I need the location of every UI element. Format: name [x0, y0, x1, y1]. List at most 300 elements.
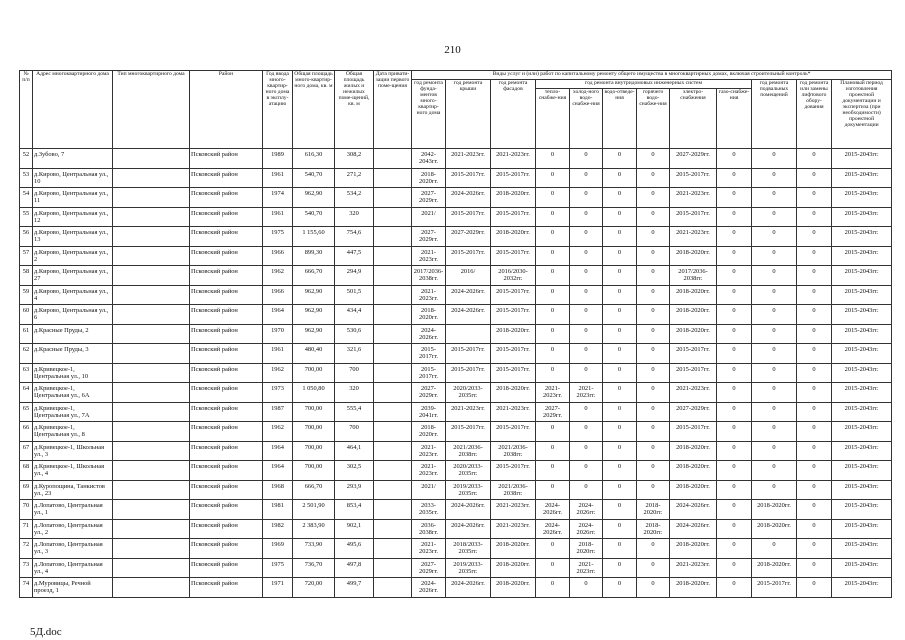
- cell-house-type: [113, 305, 190, 325]
- cell-facade-year: 2015-2017гг.: [491, 422, 536, 442]
- cell-row-number: 73: [20, 558, 33, 578]
- cell-basement-year: 0: [752, 188, 797, 208]
- cell-privatization-date: [374, 519, 412, 539]
- cell-electric-supply: 2015-2017гг.: [670, 422, 717, 442]
- cell-district: Псковский район: [190, 441, 263, 461]
- cell-hot-water: 0: [637, 383, 670, 403]
- header-elevator: год ремонта или замены лифтового обору-дования: [797, 80, 832, 149]
- cell-planned-period: 2015-2043гг.: [832, 539, 892, 559]
- cell-planned-period: 2015-2043гг.: [832, 305, 892, 325]
- cell-year-built: 1973: [263, 383, 293, 403]
- cell-privatization-date: [374, 227, 412, 247]
- cell-cold-water: 2021-2023гг.: [570, 383, 603, 403]
- cell-living-area: 700: [335, 363, 374, 383]
- cell-district: Псковский район: [190, 188, 263, 208]
- cell-electric-supply: 2015-2017гг.: [670, 363, 717, 383]
- cell-address: д.Кирово, Центральная ул., 12: [33, 207, 113, 227]
- cell-year-built: 1962: [263, 266, 293, 286]
- cell-facade-year: 2015-2017гг.: [491, 305, 536, 325]
- cell-drainage: 0: [603, 422, 637, 442]
- cell-facade-year: 2015-2017гг.: [491, 207, 536, 227]
- cell-house-type: [113, 207, 190, 227]
- cell-facade-year: 2016/2030-2032гг.: [491, 266, 536, 286]
- table-row: [20, 227, 892, 247]
- cell-living-area: 902,1: [335, 519, 374, 539]
- cell-total-area: 962,90: [293, 188, 335, 208]
- cell-elevator-year: 0: [797, 207, 832, 227]
- cell-house-type: [113, 383, 190, 403]
- cell-basement-year: 0: [752, 402, 797, 422]
- cell-electric-supply: 2021-2023гг.: [670, 558, 717, 578]
- cell-electric-supply: 2018-2020гг.: [670, 461, 717, 481]
- cell-hot-water: 0: [637, 558, 670, 578]
- table-row: [20, 461, 892, 481]
- cell-drainage: 0: [603, 500, 637, 520]
- cell-house-type: [113, 168, 190, 188]
- cell-house-type: [113, 149, 190, 169]
- cell-living-area: 308,2: [335, 149, 374, 169]
- cell-row-number: 62: [20, 344, 33, 364]
- cell-electric-supply: 2021-2023гг.: [670, 227, 717, 247]
- cell-row-number: 58: [20, 266, 33, 286]
- cell-heat-supply: 2024-2026гг.: [536, 519, 570, 539]
- cell-electric-supply: 2018-2020гг.: [670, 539, 717, 559]
- cell-district: Псковский район: [190, 519, 263, 539]
- cell-address: д.Кирово, Центральная ул., 10: [33, 168, 113, 188]
- cell-roof-year: 2015-2017гг.: [446, 168, 491, 188]
- cell-cold-water: 0: [570, 324, 603, 344]
- cell-elevator-year: 0: [797, 324, 832, 344]
- cell-total-area: 2 501,90: [293, 500, 335, 520]
- cell-cold-water: 2024-2026гг.: [570, 500, 603, 520]
- cell-house-type: [113, 500, 190, 520]
- cell-house-type: [113, 246, 190, 266]
- cell-drainage: 0: [603, 227, 637, 247]
- cell-year-built: 1964: [263, 441, 293, 461]
- cell-living-area: 302,5: [335, 461, 374, 481]
- cell-row-number: 71: [20, 519, 33, 539]
- cell-heat-supply: 0: [536, 285, 570, 305]
- cell-total-area: 1 050,80: [293, 383, 335, 403]
- cell-privatization-date: [374, 500, 412, 520]
- cell-cold-water: 0: [570, 207, 603, 227]
- cell-facade-year: 2018-2020гг.: [491, 188, 536, 208]
- cell-row-number: 72: [20, 539, 33, 559]
- cell-roof-year: 2024-2026гг.: [446, 305, 491, 325]
- cell-gas-supply: 0: [717, 480, 752, 500]
- cell-drainage: 0: [603, 519, 637, 539]
- cell-foundation-year: 2015-2017гг.: [412, 344, 446, 364]
- cell-drainage: 0: [603, 324, 637, 344]
- cell-year-built: 1964: [263, 461, 293, 481]
- cell-foundation-year: 2021-2023гг.: [412, 285, 446, 305]
- header-drainage: водо-отведе-ния: [603, 89, 637, 149]
- cell-house-type: [113, 480, 190, 500]
- cell-total-area: 736,70: [293, 558, 335, 578]
- cell-heat-supply: 0: [536, 558, 570, 578]
- cell-hot-water: 0: [637, 324, 670, 344]
- cell-gas-supply: 0: [717, 558, 752, 578]
- table-row: [20, 168, 892, 188]
- cell-year-built: 1970: [263, 324, 293, 344]
- cell-elevator-year: 0: [797, 227, 832, 247]
- cell-district: Псковский район: [190, 305, 263, 325]
- cell-district: Псковский район: [190, 363, 263, 383]
- header-planned: Плановый период изготовления проектной документации и экспертиза (при необходимости) проектной документации: [832, 80, 892, 149]
- cell-foundation-year: 2018-2020гг.: [412, 168, 446, 188]
- cell-address: д.Зубово, 7: [33, 149, 113, 169]
- cell-heat-supply: 0: [536, 149, 570, 169]
- cell-district: Псковский район: [190, 285, 263, 305]
- table-row: [20, 363, 892, 383]
- cell-living-area: 754,6: [335, 227, 374, 247]
- cell-heat-supply: 2027-2029гг.: [536, 402, 570, 422]
- cell-district: Псковский район: [190, 227, 263, 247]
- cell-hot-water: 0: [637, 461, 670, 481]
- cell-total-area: 540,70: [293, 168, 335, 188]
- cell-drainage: 0: [603, 207, 637, 227]
- cell-hot-water: 0: [637, 149, 670, 169]
- cell-heat-supply: 2024-2026гг.: [536, 500, 570, 520]
- cell-privatization-date: [374, 578, 412, 598]
- document-filename: 5Д.doc: [30, 626, 62, 638]
- cell-year-built: 1966: [263, 285, 293, 305]
- cell-drainage: 0: [603, 285, 637, 305]
- cell-basement-year: 0: [752, 285, 797, 305]
- cell-row-number: 56: [20, 227, 33, 247]
- cell-address: д.Красные Пруды, 3: [33, 344, 113, 364]
- cell-roof-year: 2015-2017гг.: [446, 246, 491, 266]
- cell-heat-supply: 0: [536, 168, 570, 188]
- cell-roof-year: 2021-2023гг.: [446, 402, 491, 422]
- table-row: [20, 539, 892, 559]
- cell-living-area: 294,9: [335, 266, 374, 286]
- cell-house-type: [113, 188, 190, 208]
- cell-elevator-year: 0: [797, 480, 832, 500]
- cell-electric-supply: 2015-2017гг.: [670, 207, 717, 227]
- cell-address: д.Кирово, Центральная ул., 13: [33, 227, 113, 247]
- cell-electric-supply: 2021-2023гг.: [670, 188, 717, 208]
- cell-basement-year: 2015-2017гг.: [752, 578, 797, 598]
- cell-facade-year: 2021-2023гг.: [491, 519, 536, 539]
- cell-basement-year: 0: [752, 266, 797, 286]
- cell-address: д.Кирово, Центральная ул., 6: [33, 305, 113, 325]
- header-electric: электро-снабжения: [670, 89, 717, 149]
- cell-facade-year: 2015-2017гг.: [491, 344, 536, 364]
- cell-total-area: 899,30: [293, 246, 335, 266]
- cell-cold-water: 0: [570, 188, 603, 208]
- cell-hot-water: 2018-2020гг.: [637, 519, 670, 539]
- cell-facade-year: 2021/2036-2038гг.: [491, 480, 536, 500]
- cell-facade-year: 2018-2020гг.: [491, 383, 536, 403]
- cell-facade-year: 2018-2020гг.: [491, 558, 536, 578]
- cell-planned-period: 2015-2043гг.: [832, 461, 892, 481]
- cell-foundation-year: 2036-2038гг.: [412, 519, 446, 539]
- cell-address: д.Лопатово, Центральная ул., 2: [33, 519, 113, 539]
- cell-planned-period: 2015-2043гг.: [832, 344, 892, 364]
- table-row: [20, 383, 892, 403]
- cell-basement-year: 0: [752, 422, 797, 442]
- cell-cold-water: 0: [570, 480, 603, 500]
- cell-total-area: 480,40: [293, 344, 335, 364]
- cell-district: Псковский район: [190, 461, 263, 481]
- cell-house-type: [113, 344, 190, 364]
- header-house-type: Тип многоквартирного дома: [113, 71, 190, 149]
- cell-year-built: 1987: [263, 402, 293, 422]
- cell-total-area: 2 383,90: [293, 519, 335, 539]
- cell-living-area: 534,2: [335, 188, 374, 208]
- cell-house-type: [113, 422, 190, 442]
- cell-foundation-year: 2027-2029гг.: [412, 188, 446, 208]
- cell-facade-year: 2015-2017гг.: [491, 285, 536, 305]
- cell-elevator-year: 0: [797, 500, 832, 520]
- cell-planned-period: 2015-2043гг.: [832, 383, 892, 403]
- cell-gas-supply: 0: [717, 383, 752, 403]
- cell-privatization-date: [374, 558, 412, 578]
- cell-foundation-year: 2021-2023гг.: [412, 441, 446, 461]
- header-works-group: Виды услуг и (или) работ по капитальному ремонту общего имущества в многоквартирных домах, включая строительный контроль*: [412, 71, 892, 80]
- cell-privatization-date: [374, 363, 412, 383]
- cell-heat-supply: 0: [536, 422, 570, 442]
- cell-total-area: 700,00: [293, 441, 335, 461]
- cell-foundation-year: 2021/: [412, 207, 446, 227]
- cell-cold-water: 0: [570, 285, 603, 305]
- cell-year-built: 1975: [263, 558, 293, 578]
- cell-house-type: [113, 402, 190, 422]
- cell-drainage: 0: [603, 246, 637, 266]
- cell-gas-supply: 0: [717, 539, 752, 559]
- cell-electric-supply: 2018-2020гг.: [670, 285, 717, 305]
- cell-living-area: 320: [335, 207, 374, 227]
- cell-drainage: 0: [603, 344, 637, 364]
- cell-facade-year: 2018-2020гг.: [491, 539, 536, 559]
- cell-year-built: 1971: [263, 578, 293, 598]
- cell-planned-period: 2015-2043гг.: [832, 519, 892, 539]
- cell-row-number: 63: [20, 363, 33, 383]
- cell-district: Псковский район: [190, 558, 263, 578]
- cell-foundation-year: 2021-2023гг.: [412, 461, 446, 481]
- cell-gas-supply: 0: [717, 305, 752, 325]
- cell-roof-year: 2015-2017гг.: [446, 344, 491, 364]
- cell-electric-supply: 2024-2026гг.: [670, 500, 717, 520]
- cell-privatization-date: [374, 207, 412, 227]
- cell-hot-water: 0: [637, 285, 670, 305]
- cell-privatization-date: [374, 461, 412, 481]
- cell-living-area: 434,4: [335, 305, 374, 325]
- header-facade: год ремонта фасадов: [491, 80, 536, 149]
- cell-hot-water: 0: [637, 480, 670, 500]
- cell-heat-supply: 0: [536, 480, 570, 500]
- cell-year-built: 1961: [263, 344, 293, 364]
- header-year-built: Год ввода много-квартир-ного дома в эксплу-атацию: [263, 71, 293, 149]
- header-systems-group: год ремонта внутридомовых инженерных систем: [536, 80, 752, 89]
- cell-district: Псковский район: [190, 266, 263, 286]
- table-row: [20, 500, 892, 520]
- cell-planned-period: 2015-2043гг.: [832, 285, 892, 305]
- cell-elevator-year: 0: [797, 558, 832, 578]
- cell-gas-supply: 0: [717, 422, 752, 442]
- cell-gas-supply: 0: [717, 246, 752, 266]
- cell-living-area: 495,6: [335, 539, 374, 559]
- cell-cold-water: 2018-2020гг.: [570, 539, 603, 559]
- cell-basement-year: 0: [752, 441, 797, 461]
- cell-hot-water: 0: [637, 305, 670, 325]
- cell-year-built: 1962: [263, 422, 293, 442]
- cell-hot-water: 0: [637, 363, 670, 383]
- cell-district: Псковский район: [190, 480, 263, 500]
- cell-house-type: [113, 461, 190, 481]
- cell-row-number: 64: [20, 383, 33, 403]
- cell-gas-supply: 0: [717, 207, 752, 227]
- cell-facade-year: 2018-2020гг.: [491, 227, 536, 247]
- cell-living-area: 293,9: [335, 480, 374, 500]
- cell-roof-year: 2019/2033-2035гг.: [446, 558, 491, 578]
- cell-living-area: 501,5: [335, 285, 374, 305]
- cell-cold-water: 0: [570, 246, 603, 266]
- cell-roof-year: 2024-2026гг.: [446, 188, 491, 208]
- cell-elevator-year: 0: [797, 363, 832, 383]
- cell-planned-period: 2015-2043гг.: [832, 441, 892, 461]
- cell-heat-supply: 0: [536, 246, 570, 266]
- cell-basement-year: 0: [752, 246, 797, 266]
- cell-electric-supply: 2018-2020гг.: [670, 305, 717, 325]
- cell-electric-supply: 2015-2017гг.: [670, 344, 717, 364]
- cell-elevator-year: 0: [797, 519, 832, 539]
- cell-house-type: [113, 578, 190, 598]
- cell-facade-year: 2015-2017гг.: [491, 363, 536, 383]
- cell-living-area: 530,6: [335, 324, 374, 344]
- table-row: [20, 285, 892, 305]
- cell-privatization-date: [374, 539, 412, 559]
- cell-drainage: 0: [603, 188, 637, 208]
- cell-roof-year: 2020/2033-2035гг.: [446, 383, 491, 403]
- cell-drainage: 0: [603, 305, 637, 325]
- cell-hot-water: 0: [637, 402, 670, 422]
- cell-address: д.Кривецкое-1, Центральная ул., 6А: [33, 383, 113, 403]
- cell-drainage: 0: [603, 578, 637, 598]
- cell-foundation-year: 2042-2043гг.: [412, 149, 446, 169]
- cell-planned-period: 2015-2043гг.: [832, 188, 892, 208]
- cell-roof-year: 2021/2036-2038гг.: [446, 441, 491, 461]
- cell-address: д.Кирово, Центральная ул., 27: [33, 266, 113, 286]
- cell-address: д.Лопатово, Центральная ул., 1: [33, 500, 113, 520]
- cell-facade-year: 2015-2017гг.: [491, 246, 536, 266]
- cell-basement-year: 0: [752, 305, 797, 325]
- cell-planned-period: 2015-2043гг.: [832, 246, 892, 266]
- cell-gas-supply: 0: [717, 266, 752, 286]
- cell-gas-supply: 0: [717, 500, 752, 520]
- cell-heat-supply: 0: [536, 441, 570, 461]
- cell-foundation-year: 2017/2036-2038гг.: [412, 266, 446, 286]
- cell-elevator-year: 0: [797, 383, 832, 403]
- cell-planned-period: 2015-2043гг.: [832, 168, 892, 188]
- cell-roof-year: 2018/2033-2035гг.: [446, 539, 491, 559]
- cell-privatization-date: [374, 422, 412, 442]
- cell-elevator-year: 0: [797, 402, 832, 422]
- cell-total-area: 700,00: [293, 402, 335, 422]
- cell-address: д.Кривецкое-1, Школьная ул., 4: [33, 461, 113, 481]
- cell-foundation-year: 2033-2035гг.: [412, 500, 446, 520]
- cell-privatization-date: [374, 246, 412, 266]
- cell-privatization-date: [374, 402, 412, 422]
- cell-roof-year: 2015-2017гг.: [446, 422, 491, 442]
- cell-drainage: 0: [603, 149, 637, 169]
- header-gas: газо-снабже-ния: [717, 89, 752, 149]
- cell-drainage: 0: [603, 168, 637, 188]
- cell-elevator-year: 0: [797, 285, 832, 305]
- cell-elevator-year: 0: [797, 246, 832, 266]
- cell-gas-supply: 0: [717, 188, 752, 208]
- cell-address: д.Кривецкое-1, Школьная ул., 3: [33, 441, 113, 461]
- cell-electric-supply: 2018-2020гг.: [670, 324, 717, 344]
- cell-house-type: [113, 363, 190, 383]
- cell-privatization-date: [374, 344, 412, 364]
- cell-electric-supply: 2027-2029гг.: [670, 149, 717, 169]
- cell-gas-supply: 0: [717, 149, 752, 169]
- cell-district: Псковский район: [190, 539, 263, 559]
- cell-year-built: 1989: [263, 149, 293, 169]
- cell-total-area: 700,00: [293, 422, 335, 442]
- cell-heat-supply: 0: [536, 578, 570, 598]
- cell-privatization-date: [374, 188, 412, 208]
- cell-facade-year: 2021-2023гг.: [491, 402, 536, 422]
- cell-year-built: 1982: [263, 519, 293, 539]
- header-living-area: Общая площадь жилых и нежилых поме-щений, кв. м: [335, 71, 374, 149]
- cell-facade-year: 2015-2017гг.: [491, 461, 536, 481]
- cell-electric-supply: 2018-2020гг.: [670, 480, 717, 500]
- cell-heat-supply: 0: [536, 363, 570, 383]
- cell-drainage: 0: [603, 441, 637, 461]
- cell-gas-supply: 0: [717, 402, 752, 422]
- cell-address: д.Кривецкое-1, Центральная ул., 8: [33, 422, 113, 442]
- cell-gas-supply: 0: [717, 441, 752, 461]
- header-roof: год ремонта крыши: [446, 80, 491, 149]
- cell-row-number: 61: [20, 324, 33, 344]
- cell-hot-water: 0: [637, 441, 670, 461]
- cell-hot-water: 0: [637, 539, 670, 559]
- cell-cold-water: 0: [570, 461, 603, 481]
- cell-roof-year: 2019/2033-2035гг.: [446, 480, 491, 500]
- cell-total-area: 540,70: [293, 207, 335, 227]
- cell-year-built: 1966: [263, 246, 293, 266]
- cell-roof-year: 2015-2017гг.: [446, 363, 491, 383]
- cell-basement-year: 0: [752, 149, 797, 169]
- table-row: [20, 207, 892, 227]
- cell-house-type: [113, 266, 190, 286]
- cell-foundation-year: 2024-2026гг.: [412, 324, 446, 344]
- cell-basement-year: 0: [752, 168, 797, 188]
- cell-roof-year: [446, 324, 491, 344]
- cell-house-type: [113, 441, 190, 461]
- cell-hot-water: 0: [637, 168, 670, 188]
- cell-living-area: 271,2: [335, 168, 374, 188]
- header-basement: год ремонта подвальных помещений: [752, 80, 797, 149]
- cell-elevator-year: 0: [797, 344, 832, 364]
- cell-row-number: 68: [20, 461, 33, 481]
- header-privatization: Дата привати-зации первого поме-щения: [374, 71, 412, 149]
- cell-cold-water: 0: [570, 344, 603, 364]
- cell-planned-period: 2015-2043гг.: [832, 363, 892, 383]
- cell-heat-supply: 0: [536, 324, 570, 344]
- cell-house-type: [113, 519, 190, 539]
- cell-basement-year: 0: [752, 461, 797, 481]
- cell-hot-water: 0: [637, 246, 670, 266]
- cell-year-built: 1981: [263, 500, 293, 520]
- cell-year-built: 1961: [263, 168, 293, 188]
- cell-privatization-date: [374, 324, 412, 344]
- table-row: [20, 149, 892, 169]
- cell-elevator-year: 0: [797, 149, 832, 169]
